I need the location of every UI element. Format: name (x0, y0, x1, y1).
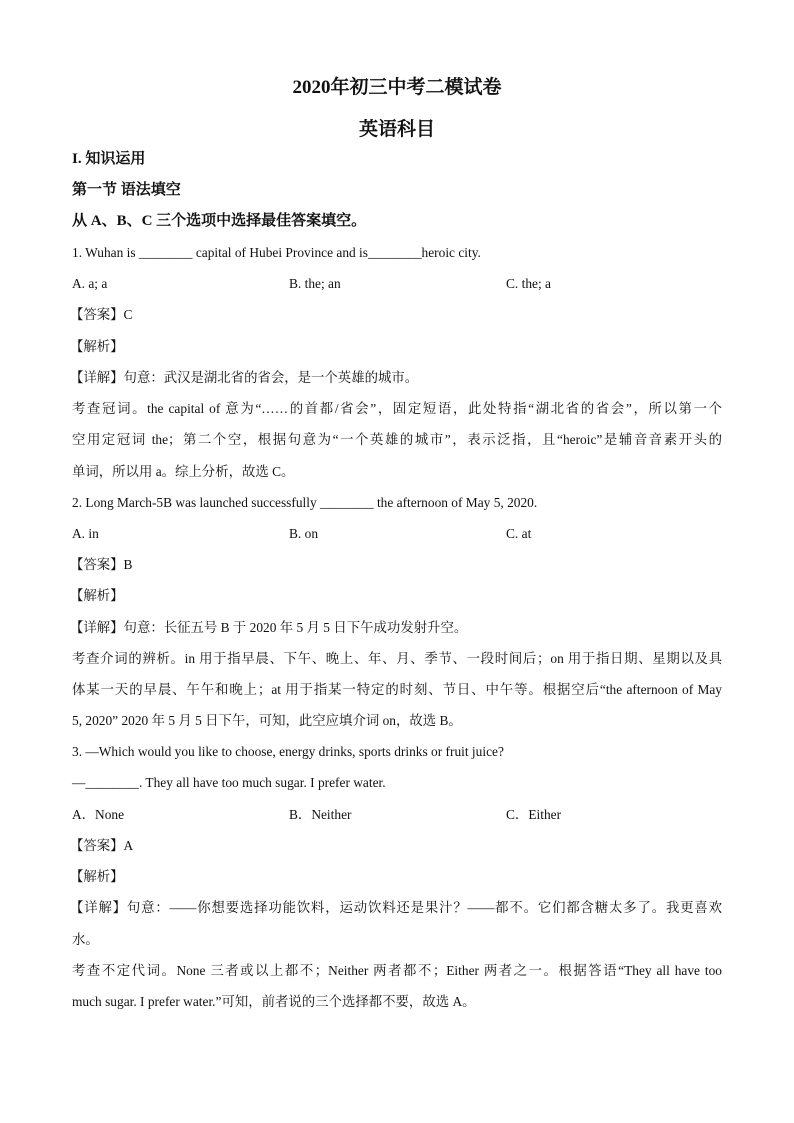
question-2-option-a: A. in (72, 526, 99, 541)
question-3-option-b: B．Neither (289, 807, 352, 822)
question-1-stem: 1. Wuhan is ________ capital of Hubei Province and is________heroic city. (72, 245, 481, 260)
question-3-reply: —________. They all have too much sugar. I prefer water. (72, 775, 386, 790)
question-3-stem: 3. —Which would you like to choose, energy drinks, sports drinks or fruit juice? (72, 744, 504, 759)
question-3-answer: 【答案】A (70, 838, 134, 853)
question-3-analysis-label: 【解析】 (70, 869, 124, 884)
question-3-option-a: A．None (72, 807, 125, 822)
question-1-option-b: B. the; an (289, 276, 341, 291)
subsection-heading: 第一节 语法填空 (72, 182, 181, 198)
question-3-explanation-line-2: much sugar. I prefer water.”可知，前者说的三个选择都不要，故选 A。 (72, 994, 476, 1009)
question-1-answer: 【答案】C (70, 307, 133, 322)
question-1-option-c: C. the; a (506, 276, 551, 291)
question-2-option-c: C. at (506, 526, 532, 541)
page-title: 2020年初三中考二模试卷 (292, 77, 502, 98)
question-2-answer: 【答案】B (70, 557, 133, 572)
question-2-explanation-line-1: 考查介词的辨析。in 用于指早晨、下午、晚上、年、月、季节、一段时间后；on 用于指日期、星期以及具 (72, 651, 722, 666)
question-3-detail-line-1: 【详解】句意：——你想要选择功能饮料，运动饮料还是果汁？——都不。它们都含糖太多了。我更喜欢 (70, 900, 722, 915)
question-2-analysis-label: 【解析】 (70, 588, 124, 603)
question-2-detail: 【详解】句意：长征五号 B 于 2020 年 5 月 5 日下午成功发射升空。 (70, 620, 468, 635)
question-3-detail-line-2: 水。 (72, 932, 99, 947)
question-3-explanation-line-1: 考查不定代词。None 三者或以上都不；Neither 两者都不；Either 两者之一。根据答语“They all have too (72, 963, 722, 978)
question-1-option-a: A. a; a (72, 276, 108, 291)
question-2-stem: 2. Long March-5B was launched successfully ________ the afternoon of May 5, 2020. (72, 495, 538, 510)
question-2-explanation-line-2: 体某一天的早晨、午午和晚上；at 用于指某一特定的时刻、节日、中午等。根据空后“the afternoon of May (72, 682, 722, 697)
question-1-analysis-label: 【解析】 (70, 339, 124, 354)
instruction: 从 A、B、C 三个选项中选择最佳答案填空。 (72, 213, 367, 229)
subject-title: 英语科目 (358, 119, 435, 140)
question-1-explanation-line-3: 单词，所以用 a。综上分析，故选 C。 (72, 464, 295, 479)
question-3-option-c: C．Either (506, 807, 562, 822)
question-2-option-b: B. on (289, 526, 319, 541)
section-heading: I. 知识运用 (72, 151, 146, 167)
question-1-detail: 【详解】句意：武汉是湖北省的省会，是一个英雄的城市。 (70, 370, 419, 385)
question-1-explanation-line-1: 考查冠词。the capital of 意为“……的首都/省会”，固定短语，此处特指“湖北省的省会”，所以第一个 (72, 401, 722, 416)
question-2-explanation-line-3: 5, 2020” 2020 年 5 月 5 日下午，可知，此空应填介词 on，故选 B。 (72, 713, 462, 728)
question-1-explanation-line-2: 空用定冠词 the；第二个空，根据句意为“一个英雄的城市”，表示泛指，且“heroic”是辅音音素开头的 (72, 432, 722, 447)
